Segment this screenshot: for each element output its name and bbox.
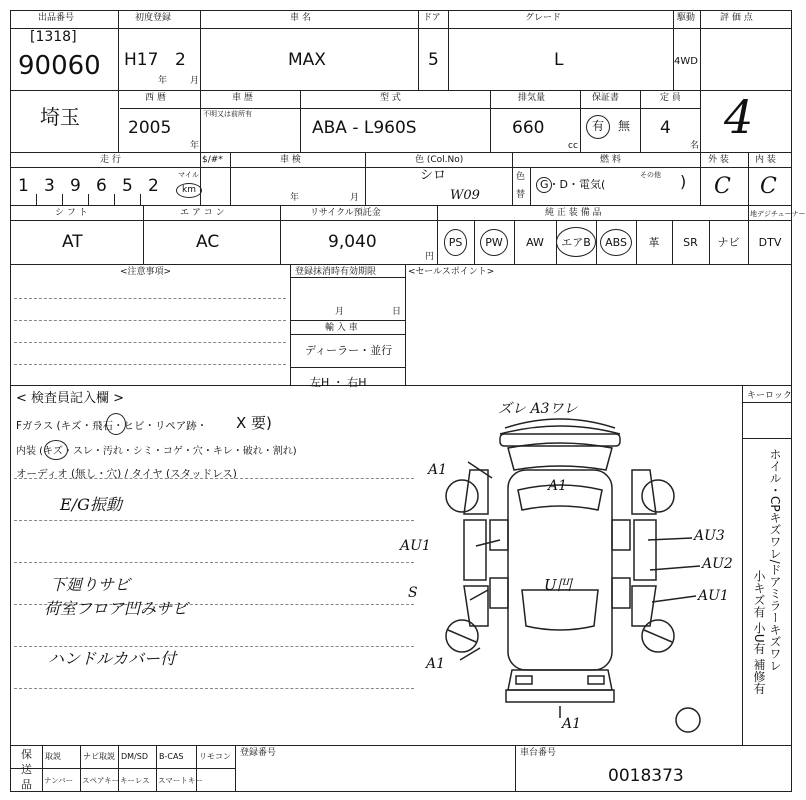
warranty-label: 保証書 bbox=[592, 93, 620, 103]
exterior-label: 外 装 bbox=[708, 155, 729, 165]
capacity-mei: 名 bbox=[690, 141, 700, 151]
mileage-digit: 5 bbox=[122, 176, 133, 196]
first-reg-nen: 年 bbox=[158, 76, 168, 86]
region-value: 埼玉 bbox=[40, 105, 80, 129]
damage-au2-right: AU2 bbox=[702, 556, 733, 572]
shift-label: シ フ ト bbox=[55, 208, 88, 218]
displacement-value: 660 bbox=[512, 118, 545, 138]
first-reg-tsuki: 月 bbox=[190, 76, 200, 86]
mileage-digit: 3 bbox=[44, 176, 55, 196]
reg-month: 月 bbox=[335, 307, 345, 317]
inspection-label: 車 検 bbox=[280, 155, 301, 165]
aircon-value: AC bbox=[196, 232, 220, 252]
inspector-line3: オーディオ (無し・穴) / タイヤ (スタッドレス) bbox=[16, 468, 237, 480]
footer-ho: 保 bbox=[21, 748, 32, 761]
side-text-col2: 小キズ有 小U有 補修有 bbox=[752, 570, 766, 695]
equipment-item bbox=[474, 222, 514, 262]
score-value: 4 bbox=[724, 90, 754, 144]
footer-item: キーレス bbox=[120, 776, 150, 785]
equipment-label: 革 bbox=[648, 236, 660, 249]
equipment-label: PW bbox=[480, 229, 508, 256]
dealer-option: ディーラー・並行 bbox=[305, 344, 393, 357]
inspector-line1: Fガラス (キズ・飛石・ヒビ・リペア跡・ bbox=[16, 420, 208, 432]
damage-au1-left: AU1 bbox=[400, 538, 431, 554]
equipment-item bbox=[596, 222, 636, 262]
mile-unit-mile: マイル bbox=[178, 171, 199, 179]
chip-circle bbox=[106, 413, 126, 435]
footer-sou: 送 bbox=[21, 763, 32, 776]
notes-label: <注意事項> bbox=[120, 267, 172, 277]
inspector-label: < 検査員記入欄 > bbox=[16, 391, 125, 406]
import-label: 輸 入 車 bbox=[325, 323, 358, 333]
equipment-label: SR bbox=[683, 235, 698, 249]
inspector-hand-3: 荷室フロア凹みサビ bbox=[44, 599, 189, 618]
inspection-tsuki: 月 bbox=[350, 193, 360, 203]
reg-no-label: 登録番号 bbox=[240, 748, 277, 758]
grade-value: L bbox=[554, 50, 564, 70]
meter-label: $/#* bbox=[202, 155, 223, 165]
grade-label: グレード bbox=[525, 13, 562, 23]
damage-a1-rear: A1 bbox=[562, 716, 582, 732]
steering-option: 左H ・ 右H bbox=[310, 376, 367, 389]
doors-label: ドア bbox=[423, 13, 441, 23]
warranty-yes: 有 bbox=[592, 119, 605, 133]
doors-value: 5 bbox=[428, 50, 439, 70]
mileage-label: 走 行 bbox=[100, 155, 121, 165]
displacement-cc: cc bbox=[568, 141, 578, 151]
equipment-item bbox=[636, 222, 672, 262]
damage-roof: U凹 bbox=[544, 576, 572, 594]
interior-value: C bbox=[760, 174, 777, 199]
interior-label: 内 装 bbox=[755, 155, 776, 165]
keylock-label: キーロック bbox=[747, 391, 792, 401]
footer-item: 取説 bbox=[45, 752, 61, 761]
equipment-item bbox=[709, 222, 748, 262]
sales-point-label: <セールスポイント> bbox=[408, 267, 495, 277]
shift-value: AT bbox=[62, 232, 83, 252]
capacity-value: 4 bbox=[660, 118, 671, 138]
fuel-value: G・D・電気( bbox=[540, 178, 606, 191]
footer-item: ナンバー bbox=[44, 776, 74, 785]
mileage-digit: 6 bbox=[96, 176, 107, 196]
lot-code: [1318] bbox=[30, 29, 77, 45]
car-name-label: 車 名 bbox=[290, 13, 311, 23]
footer-item: DM/SD bbox=[121, 752, 148, 761]
color-value: シロ bbox=[420, 168, 447, 183]
color-label: 色 (Col.No) bbox=[415, 155, 464, 165]
damage-a1-left-top: A1 bbox=[428, 462, 448, 478]
recycle-label: リサイクル預託金 bbox=[310, 208, 381, 218]
chassis-no: 0018373 bbox=[608, 766, 684, 786]
footer-item: スマートキー bbox=[158, 776, 203, 785]
drive-value: 4WD bbox=[674, 56, 698, 67]
equipment-label: エアB bbox=[556, 227, 596, 257]
warranty-no: 無 bbox=[618, 119, 631, 133]
damage-a1-hood: A1 bbox=[548, 478, 568, 494]
color-code: W09 bbox=[450, 188, 480, 203]
chassis-label: 車台番号 bbox=[520, 748, 557, 758]
first-reg-era: H17 bbox=[124, 50, 159, 70]
equipment-label: ABS bbox=[600, 229, 632, 256]
exterior-value: C bbox=[714, 174, 731, 199]
car-diagram bbox=[400, 390, 740, 740]
footer-item: リモコン bbox=[199, 752, 231, 761]
mile-unit-km: km bbox=[182, 185, 196, 195]
reg-valid-label: 登録抹消時有効期限 bbox=[295, 267, 377, 277]
footer-item: B-CAS bbox=[159, 752, 184, 761]
equipment-item bbox=[437, 222, 474, 262]
year-label: 西 暦 bbox=[145, 93, 166, 103]
year-nen: 年 bbox=[190, 141, 200, 151]
equipment-label: ナビ bbox=[717, 236, 740, 249]
damage-a1-left-bottom: A1 bbox=[426, 656, 446, 672]
history-note: 不明又は前所有 bbox=[203, 110, 252, 118]
displacement-label: 排気量 bbox=[518, 93, 546, 103]
inspector-hand-1: E/G振動 bbox=[60, 495, 122, 514]
inspector-line2: 内装 (キズ・スレ・汚れ・シミ・コゲ・穴・キレ・破れ・割れ) bbox=[16, 446, 297, 457]
capacity-label: 定 員 bbox=[660, 93, 681, 103]
year-value: 2005 bbox=[128, 118, 172, 138]
recycle-yen: 円 bbox=[425, 252, 435, 262]
fuel-other: その他 bbox=[640, 171, 661, 179]
equipment-label: PS bbox=[444, 229, 468, 256]
model-label: 型 式 bbox=[380, 93, 401, 103]
mileage-digit: 1 bbox=[18, 176, 29, 196]
equipment-label: DTV bbox=[758, 235, 782, 249]
damage-s-left: S bbox=[408, 585, 418, 601]
drive-label: 駆動 bbox=[677, 13, 696, 23]
first-reg-label: 初度登録 bbox=[135, 13, 172, 23]
equipment-item bbox=[672, 222, 709, 262]
lot-no-label: 出品番号 bbox=[38, 13, 75, 23]
equipment-item bbox=[556, 222, 596, 262]
aircon-label: エ ア コ ン bbox=[180, 208, 225, 218]
footer-hin: 品 bbox=[21, 778, 32, 791]
damage-au1-right: AU1 bbox=[698, 588, 729, 604]
color-change-1: 色 bbox=[516, 172, 526, 182]
fuel-close: ) bbox=[680, 172, 687, 191]
history-label: 車 歴 bbox=[232, 93, 253, 103]
recycle-value: 9,040 bbox=[328, 232, 377, 252]
equipment-item bbox=[748, 222, 792, 262]
mileage-digit: 2 bbox=[148, 176, 159, 196]
footer-item: ナビ取説 bbox=[83, 752, 115, 761]
side-text-col1: ホイル・CPキズワレ/ドアミラーキズワレ bbox=[768, 448, 782, 672]
lot-no: 90060 bbox=[18, 51, 101, 81]
reg-day: 日 bbox=[392, 307, 402, 317]
color-change-2: 替 bbox=[516, 190, 526, 200]
first-reg-month: 2 bbox=[175, 50, 186, 70]
inspection-nen: 年 bbox=[290, 193, 300, 203]
model-value: ABA - L960S bbox=[312, 118, 417, 138]
damage-au3-right: AU3 bbox=[694, 528, 725, 544]
equipment-label: AW bbox=[526, 235, 544, 249]
equipment-label: 純 正 装 備 品 bbox=[545, 208, 602, 218]
damage-top: ズレ A3ワレ bbox=[498, 401, 578, 417]
fuel-label: 燃 料 bbox=[600, 155, 621, 165]
equipment-item bbox=[514, 222, 556, 262]
inspector-line1-mark: X 要) bbox=[236, 414, 272, 432]
scratch-circle bbox=[44, 440, 68, 460]
inspector-hand-4: ハンドルカバー付 bbox=[48, 649, 177, 668]
car-name: MAX bbox=[288, 50, 326, 70]
tuner-label: 地デジチューナー bbox=[750, 210, 806, 218]
inspector-hand-2: 下廻りサビ bbox=[50, 575, 131, 594]
mileage-digit: 9 bbox=[70, 176, 81, 196]
score-label: 評 価 点 bbox=[720, 13, 753, 23]
footer-item: スペアキー bbox=[82, 776, 120, 785]
